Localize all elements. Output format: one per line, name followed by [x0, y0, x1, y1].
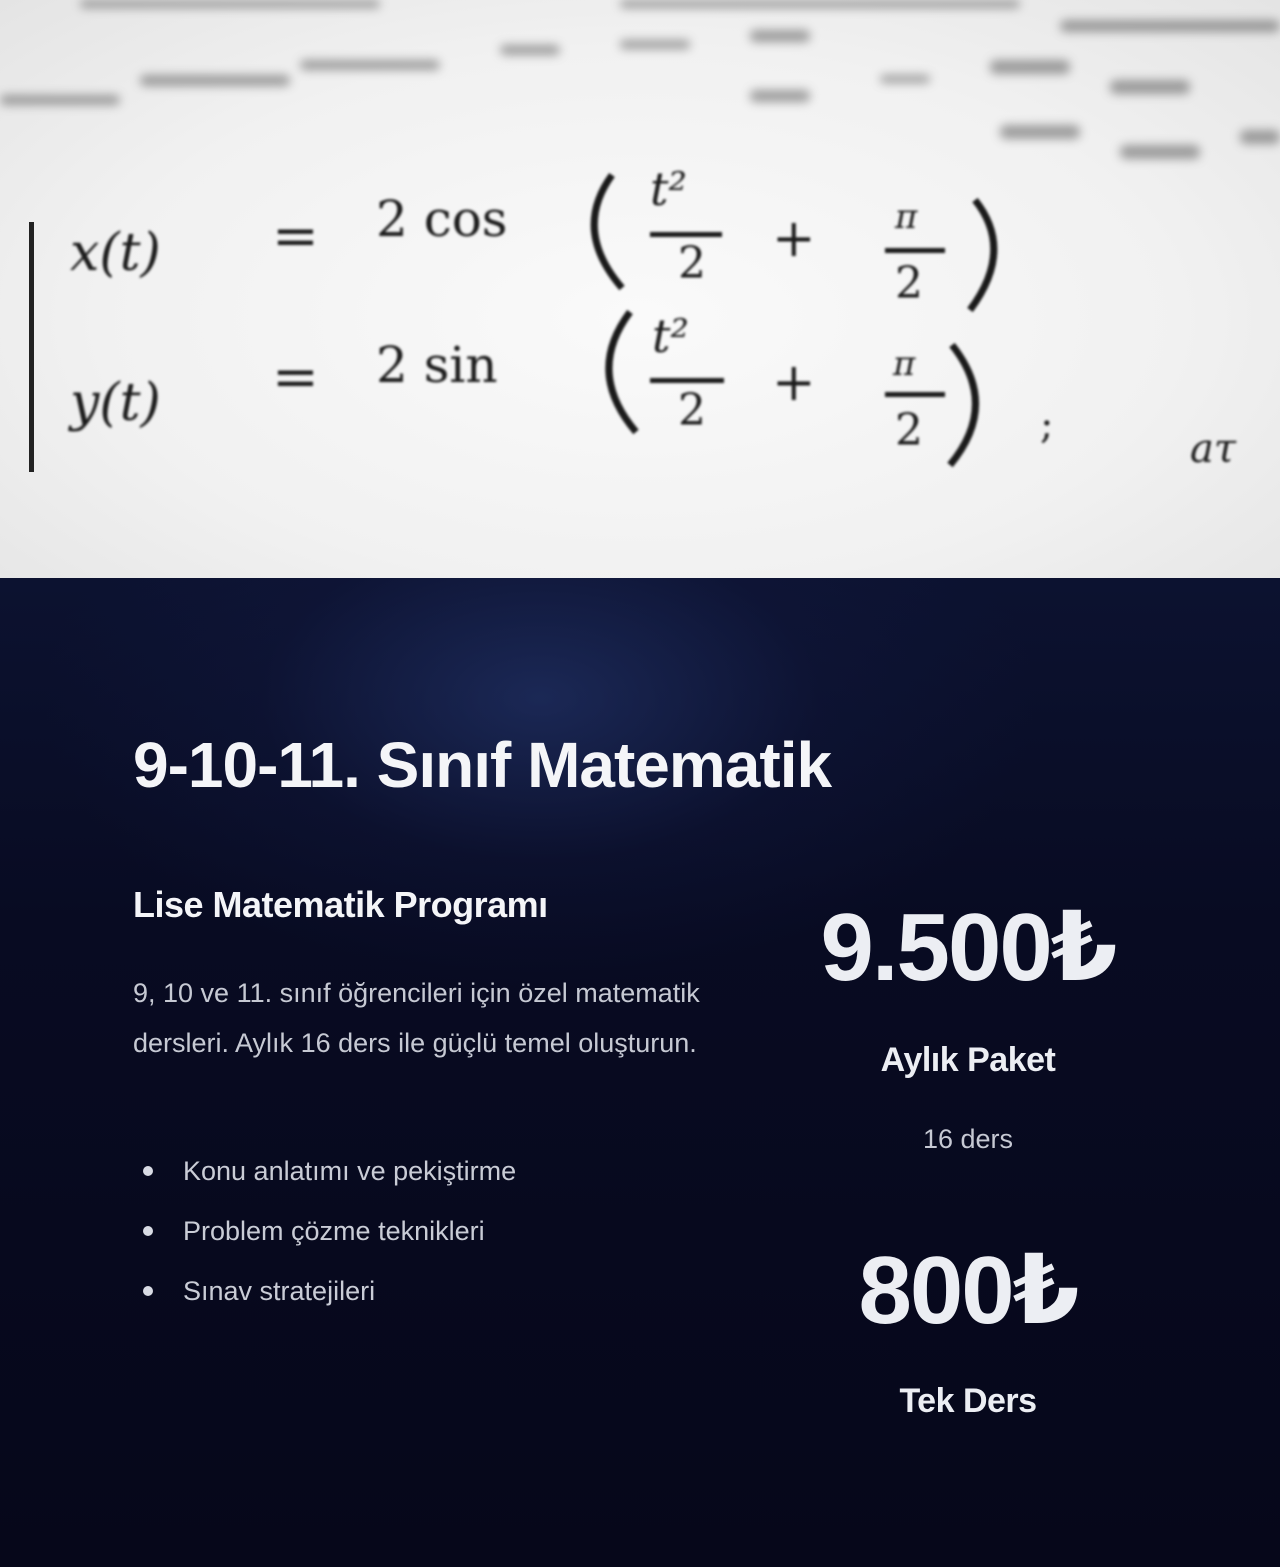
fraction-bar-2: [885, 248, 945, 253]
equals-sign-1: =: [272, 204, 319, 269]
single-lesson-name: Tek Ders: [899, 1382, 1037, 1420]
bullet-icon: [143, 1166, 153, 1176]
semicolon: ;: [1040, 402, 1054, 448]
a-tau: aτ: [1190, 426, 1236, 472]
monthly-plan-name: Aylık Paket: [880, 1041, 1056, 1079]
right-paren-1: [970, 200, 994, 310]
bullet-icon: [143, 1226, 153, 1236]
left-paren-2: [609, 312, 636, 432]
feature-text: Problem çözme teknikleri: [183, 1216, 485, 1246]
sin-term: 2 sin: [376, 336, 498, 394]
hero-image: [0, 0, 1280, 578]
feature-text: Konu anlatımı ve pekiştirme: [183, 1156, 517, 1186]
denominator-4: 2: [895, 405, 923, 456]
fraction-bar-1: [650, 232, 722, 237]
program-description: 9, 10 ve 11. sınıf öğrencileri için özel matematik dersleri. Aylık 16 ders ile güçlü temel oluşturun.: [133, 978, 700, 1058]
program-title: Lise Matematik Programı: [133, 884, 548, 925]
bullet-icon: [143, 1286, 153, 1296]
pi-2: π: [893, 344, 916, 384]
list-item: [133, 1141, 516, 1201]
plus-sign-1: +: [772, 209, 816, 269]
monthly-price: 9.500₺: [820, 894, 1116, 1001]
section-title: 9-10-11. Sınıf Matematik: [133, 729, 832, 801]
monthly-plan-detail: 16 ders: [922, 1124, 1014, 1154]
course-section: [0, 578, 1280, 1567]
t-squared-2: t²: [652, 309, 689, 363]
single-lesson-price: 800₺: [858, 1237, 1078, 1344]
right-paren-2: [950, 345, 976, 465]
fraction-bar-3: [650, 378, 724, 383]
left-paren-1: [594, 175, 622, 288]
feature-text: Sınav stratejileri: [183, 1276, 376, 1306]
y-of-t: y(t): [70, 373, 161, 433]
list-item: [133, 1261, 516, 1321]
pi-1: π: [895, 197, 918, 237]
cos-term: 2 cos: [376, 190, 508, 248]
equations-illustration: [0, 0, 1280, 578]
fraction-bar-4: [885, 392, 945, 397]
system-bracket: [29, 222, 34, 472]
denominator-2: 2: [895, 258, 923, 309]
denominator-1: 2: [678, 238, 706, 289]
x-of-t: x(t): [70, 223, 161, 283]
t-squared-1: t²: [650, 162, 687, 216]
denominator-3: 2: [678, 385, 706, 436]
plus-sign-2: +: [772, 353, 816, 413]
list-item: [133, 1201, 516, 1261]
feature-list: [133, 1141, 516, 1321]
equals-sign-2: =: [272, 345, 319, 410]
blurred-background-formulas: [0, 0, 1280, 159]
